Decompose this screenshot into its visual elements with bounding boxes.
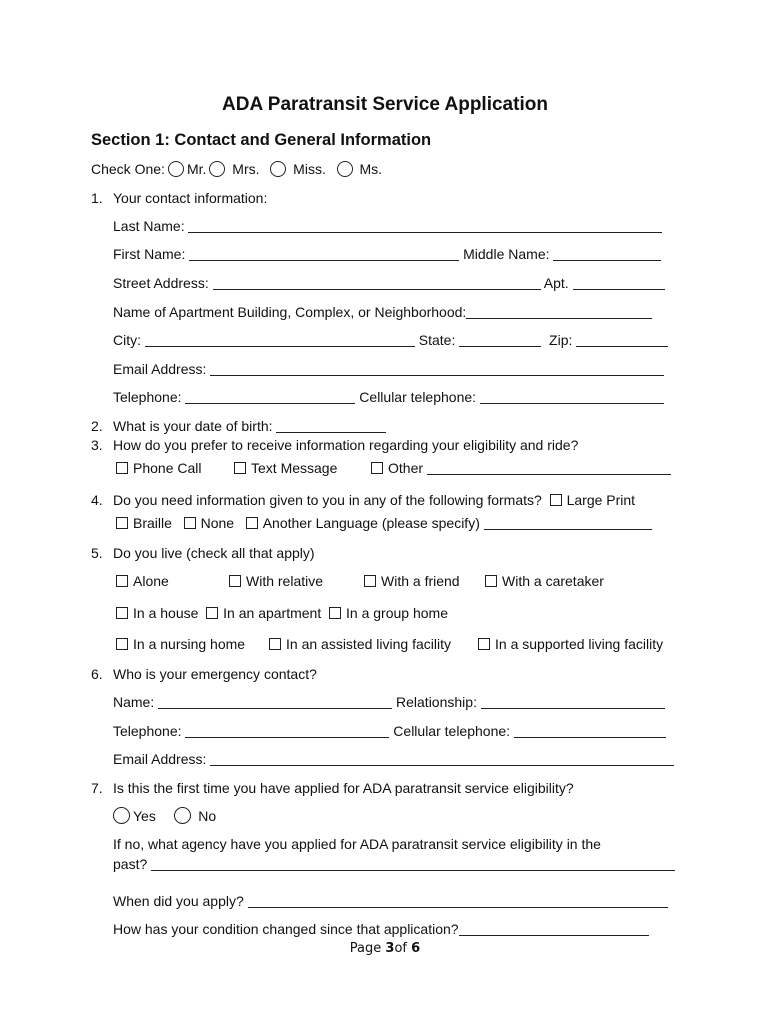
option-phone-call: Phone Call: [133, 460, 202, 476]
checkbox-another-language[interactable]: [246, 517, 258, 529]
changed-label: How has your condition changed since that application?: [113, 921, 459, 937]
option-text-message: Text Message: [251, 460, 338, 476]
question-6-number: 6.: [91, 666, 103, 682]
living-row-2: [116, 605, 448, 621]
changed-field[interactable]: [459, 921, 649, 936]
checkbox-braille[interactable]: [116, 517, 128, 529]
q3-option-text: [234, 460, 337, 476]
zip-label: Zip:: [549, 332, 573, 348]
city-field[interactable]: [145, 332, 415, 347]
question-4-row: [113, 492, 635, 508]
option-none: None: [200, 515, 235, 531]
question-5-text: Do you live (check all that apply): [113, 545, 315, 561]
agency-line-1: If no, what agency have you applied for ADA paratransit service eligibility in the: [113, 836, 601, 852]
city-label: City:: [113, 332, 141, 348]
question-3-number: 3.: [91, 437, 103, 453]
zip-field[interactable]: [576, 332, 668, 347]
agency-past-label: past?: [113, 856, 148, 872]
option-supported-living: In a supported living facility: [495, 636, 664, 652]
contact-name-row: [113, 694, 665, 710]
q3-options-row: [116, 460, 202, 476]
last-name-row: [113, 218, 662, 234]
question-2-number: 2.: [91, 418, 103, 434]
option-no: No: [198, 808, 217, 824]
option-ms: Ms.: [359, 161, 383, 177]
option-mrs: Mrs.: [232, 161, 260, 177]
contact-cell-label: Cellular telephone:: [393, 723, 511, 739]
agency-field[interactable]: [151, 856, 675, 871]
checkbox-with-friend[interactable]: [364, 575, 376, 587]
checkbox-assisted-living[interactable]: [269, 638, 281, 650]
changed-row: [113, 921, 649, 937]
checkbox-group-home[interactable]: [329, 607, 341, 619]
option-with-relative: With relative: [246, 573, 324, 589]
middle-name-label: Middle Name:: [463, 246, 550, 262]
checkbox-with-relative[interactable]: [229, 575, 241, 587]
yes-no-row: [110, 807, 216, 824]
checkbox-text-message[interactable]: [234, 462, 246, 474]
option-with-caretaker: With a caretaker: [502, 573, 604, 589]
checkbox-in-apartment[interactable]: [206, 607, 218, 619]
living-option: [485, 573, 604, 589]
option-another-language: Another Language (please specify): [262, 515, 480, 531]
checkbox-supported-living[interactable]: [478, 638, 490, 650]
option-other: Other: [388, 460, 424, 476]
checkbox-other[interactable]: [371, 462, 383, 474]
option-with-friend: With a friend: [381, 573, 460, 589]
question-1-number: 1.: [91, 190, 103, 206]
page-number: [0, 941, 770, 956]
contact-telephone-field[interactable]: [185, 723, 389, 738]
question-7-text: Is this the first time you have applied for ADA paratransit service eligibility?: [113, 780, 574, 796]
radio-miss[interactable]: [270, 161, 286, 177]
radio-yes[interactable]: [113, 807, 130, 824]
cell-field[interactable]: [480, 389, 664, 404]
living-option: [478, 636, 663, 652]
email-field[interactable]: [210, 361, 664, 376]
page-of: of: [394, 941, 407, 956]
last-name-field[interactable]: [188, 218, 662, 233]
checkbox-nursing-home[interactable]: [116, 638, 128, 650]
check-one-label: Check One:: [91, 161, 165, 177]
apt-label: Apt.: [543, 275, 569, 291]
salutation-row: [91, 161, 382, 177]
middle-name-field[interactable]: [553, 246, 661, 261]
language-field[interactable]: [484, 515, 652, 530]
question-4-text: Do you need information given to you in any of the following formats?: [113, 492, 542, 508]
option-miss: Miss.: [293, 161, 326, 177]
radio-mr[interactable]: [168, 161, 184, 177]
living-option: [269, 636, 451, 652]
building-label: Name of Apartment Building, Complex, or Neighborhood:: [113, 304, 467, 320]
checkbox-large-print[interactable]: [550, 494, 562, 506]
birth-date-field[interactable]: [276, 418, 386, 433]
page-current: 3: [385, 941, 395, 956]
radio-ms[interactable]: [337, 161, 353, 177]
question-4-number: 4.: [91, 492, 103, 508]
telephone-row: [113, 389, 664, 405]
agency-line-2: [113, 856, 675, 872]
contact-phone-row: [113, 723, 666, 739]
cell-label: Cellular telephone:: [359, 389, 477, 405]
telephone-label: Telephone:: [113, 389, 182, 405]
contact-email-label: Email Address:: [113, 751, 207, 767]
document-title: ADA Paratransit Service Application: [222, 94, 548, 115]
state-field[interactable]: [459, 332, 541, 347]
when-row: [113, 893, 668, 909]
page-total: 6: [411, 941, 421, 956]
option-braille: Braille: [133, 515, 172, 531]
checkbox-with-caretaker[interactable]: [485, 575, 497, 587]
contact-telephone-label: Telephone:: [113, 723, 182, 739]
radio-no[interactable]: [174, 807, 191, 824]
email-label: Email Address:: [113, 361, 207, 377]
city-row: [113, 332, 668, 348]
option-large-print: Large Print: [566, 492, 636, 508]
contact-name-field[interactable]: [158, 694, 392, 709]
option-assisted-living: In an assisted living facility: [286, 636, 451, 652]
question-2-row: [113, 418, 386, 434]
option-alone: Alone: [133, 573, 169, 589]
checkbox-none[interactable]: [184, 517, 196, 529]
living-option: [229, 573, 323, 589]
radio-mrs[interactable]: [209, 161, 225, 177]
q3-option-other: [371, 460, 671, 476]
other-field[interactable]: [427, 460, 671, 475]
option-nursing-home: In a nursing home: [133, 636, 246, 652]
relationship-field[interactable]: [481, 694, 665, 709]
checkbox-in-house[interactable]: [116, 607, 128, 619]
first-name-label: First Name:: [113, 246, 186, 262]
building-field[interactable]: [466, 304, 652, 319]
contact-cell-field[interactable]: [514, 723, 666, 738]
first-name-field[interactable]: [189, 246, 459, 261]
question-7-number: 7.: [91, 780, 103, 796]
option-yes: Yes: [133, 808, 156, 824]
relationship-label: Relationship:: [396, 694, 477, 710]
state-label: State:: [418, 332, 456, 348]
option-mr: Mr.: [186, 161, 207, 177]
option-in-house: In a house: [133, 605, 199, 621]
street-row: [113, 275, 665, 291]
option-in-apartment: In an apartment: [223, 605, 322, 621]
apt-field[interactable]: [573, 275, 665, 290]
contact-email-field[interactable]: [210, 751, 674, 766]
living-option: [364, 573, 460, 589]
living-option: [116, 573, 169, 589]
contact-email-row: [113, 751, 674, 767]
section-heading: Section 1: Contact and General Information: [91, 131, 432, 149]
question-6-text: Who is your emergency contact?: [113, 666, 317, 682]
question-3-text: How do you prefer to receive information regarding your eligibility and ride?: [113, 437, 579, 453]
first-name-row: [113, 246, 661, 262]
living-option: [116, 636, 245, 652]
when-field[interactable]: [248, 893, 668, 908]
contact-name-label: Name:: [113, 694, 155, 710]
question-2-text: What is your date of birth:: [113, 418, 273, 434]
street-field[interactable]: [213, 275, 541, 290]
q4-options-row: [116, 515, 652, 531]
question-5-number: 5.: [91, 545, 103, 561]
page-prefix: Page: [349, 941, 382, 956]
checkbox-phone-call[interactable]: [116, 462, 128, 474]
question-1-text: Your contact information:: [113, 190, 268, 206]
last-name-label: Last Name:: [113, 218, 185, 234]
when-label: When did you apply?: [113, 893, 244, 909]
building-row: [113, 304, 652, 320]
street-label: Street Address:: [113, 275, 209, 291]
telephone-field[interactable]: [185, 389, 355, 404]
option-group-home: In a group home: [346, 605, 448, 621]
checkbox-alone[interactable]: [116, 575, 128, 587]
email-row: [113, 361, 664, 377]
